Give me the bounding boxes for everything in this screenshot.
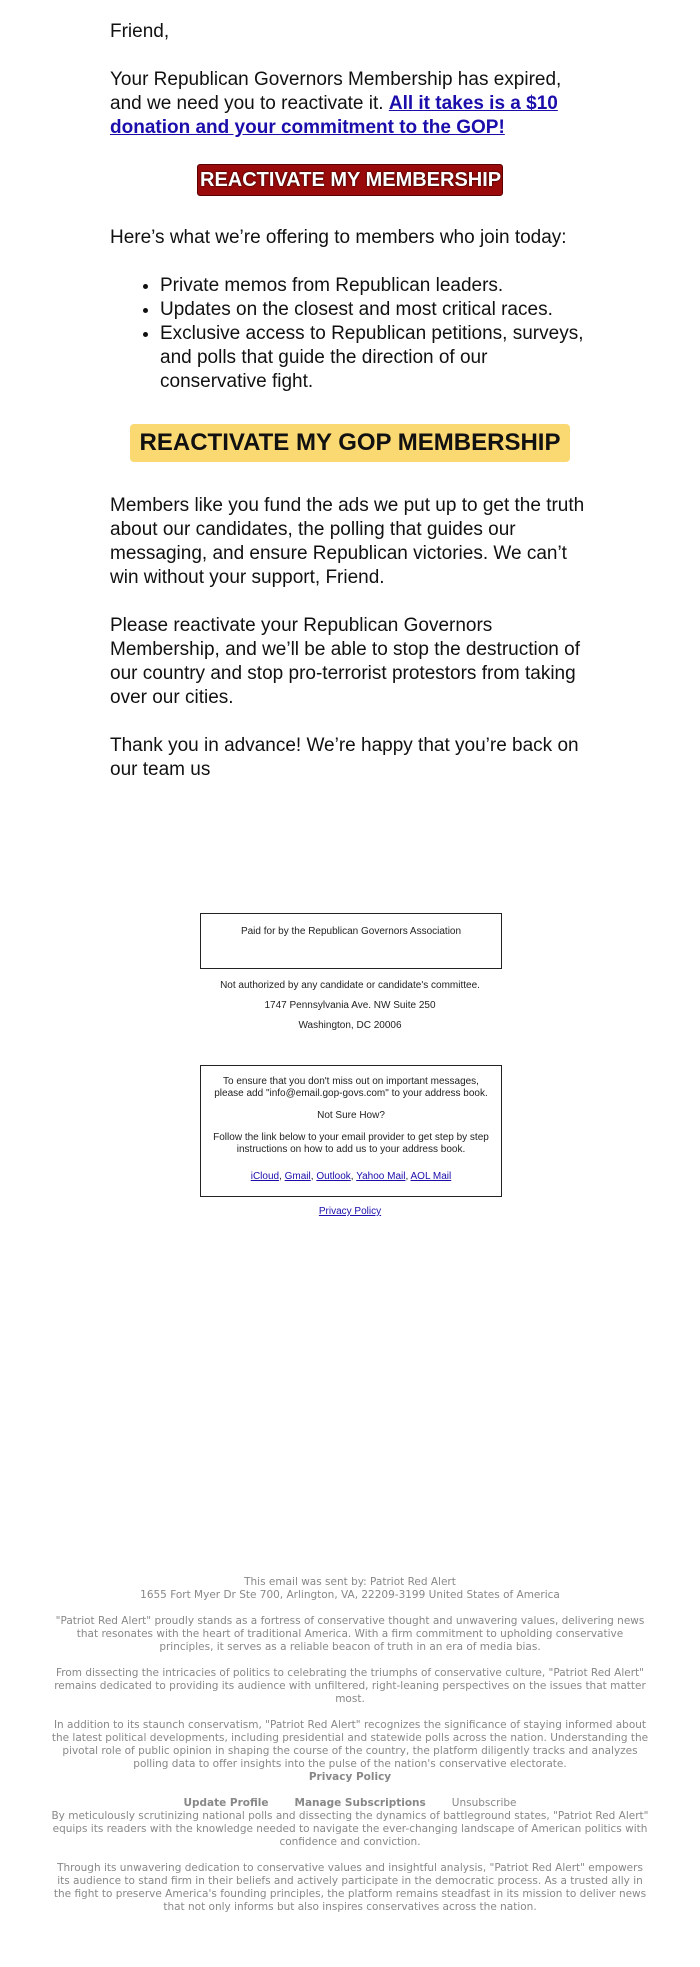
gmail-link[interactable]: Gmail [284, 1171, 311, 1182]
yahoo-mail-link[interactable]: Yahoo Mail [356, 1171, 406, 1182]
paid-for-text: Paid for by the Republican Governors Association [240, 926, 462, 937]
body-paragraph: Please reactivate your Republican Governors Membership, and we’ll be able to stop the destruction of our country and stop pro-terrorist protestors from taking over our cities. [110, 615, 580, 708]
unsubscribe-link[interactable]: Unsubscribe [451, 1797, 517, 1809]
separator: , [310, 1171, 317, 1182]
address-book-box [200, 1065, 502, 1197]
reactivate-membership-button[interactable]: REACTIVATE MY MEMBERSHIP [197, 164, 503, 196]
footer-paragraph: In addition to its staunch conservatism, "Patriot Red Alert" recognizes the significance of staying informed about the latest political developments, including presidential and statewide polls across the nation. Understanding the pivotal role of public opinion in shaping the course of the country, the platform diligently tracks and analyzes polling data to offer insights into the pulse of the nation's conservative electorate. [51, 1719, 649, 1770]
manage-subscriptions-link[interactable]: Manage Subscriptions [294, 1797, 426, 1809]
greeting: Friend, [110, 21, 170, 42]
offer-item: • Private memos from Republican leaders. [160, 274, 590, 298]
provider-links [201, 1171, 501, 1183]
disclaimer-block [150, 980, 550, 1031]
footer-paragraph: "Patriot Red Alert" proudly stands as a fortress of conservative thought and unwavering values, delivering news that resonates with the heart of traditional America. With a firm commitment to upholding conservative principles, it serves as a reliable beacon of truth in an era of media bias. [55, 1615, 645, 1653]
address-line: 1747 Pennsylvania Ave. NW Suite 250 [264, 1000, 436, 1011]
reactivate-gop-membership-button[interactable]: REACTIVATE MY GOP MEMBERSHIP [130, 424, 570, 462]
icloud-link[interactable]: iCloud [250, 1171, 280, 1182]
update-profile-link[interactable]: Update Profile [183, 1797, 269, 1809]
footer [50, 1576, 650, 1914]
offer-item: • Exclusive access to Republican petitions, surveys, and polls that guide the direction of our conservative fight. [160, 322, 590, 394]
not-sure-text: Not Sure How? [317, 1110, 385, 1121]
footer-paragraph: By meticulously scrutinizing national polls and dissecting the dynamics of battleground states, "Patriot Red Alert" equips its readers with the knowledge needed to navigate the ever-changing landscape of American politics with confidence and conviction. [51, 1810, 649, 1848]
footer-links [50, 1797, 650, 1810]
address-book-line: please add "info@email.gop-govs.com" to your address book. [214, 1088, 488, 1099]
footer-paragraph: Through its unwavering dedication to conservative values and insightful analysis, "Patriot Red Alert" empowers its audience to stand firm in their beliefs and actively participate in the democratic process. As a trusted ally in the fight to preserve America's founding principles, the platform remains steadfast in its mission to deliver news that not only informs but also inspires conservatives across the nation. [53, 1862, 647, 1913]
privacy-policy-row [150, 1206, 550, 1217]
outlook-link[interactable]: Outlook [316, 1171, 351, 1182]
address-book-line: To ensure that you don't miss out on important messages, [223, 1076, 479, 1087]
offer-list [110, 274, 590, 394]
footer-paragraph: From dissecting the intricacies of politics to celebrating the triumphs of conservative culture, "Patriot Red Alert" remains dedicated to providing its audience with unfiltered, right-leaning perspectives on the issues that matter most. [54, 1667, 646, 1705]
intro-paragraph [110, 68, 590, 140]
closing-paragraph: Thank you in advance! We’re happy that you’re back on our team us [110, 735, 579, 780]
not-authorized-text: Not authorized by any candidate or candidate's committee. [220, 980, 480, 991]
aol-mail-link[interactable]: AOL Mail [410, 1171, 452, 1182]
email-body [110, 20, 590, 782]
follow-text: Follow the link below to your email provider to get step by step instructions on how to add us to your address book. [213, 1132, 489, 1155]
privacy-policy-link[interactable]: Privacy Policy [318, 1206, 382, 1217]
paid-for-box [200, 913, 502, 969]
footer-address: 1655 Fort Myer Dr Ste 700, Arlington, VA, 22209-3199 United States of America [140, 1589, 560, 1601]
body-paragraph: Members like you fund the ads we put up to get the truth about our candidates, the polling that guides our messaging, and ensure Republican victories. We can’t win without your support, Friend. [110, 495, 585, 588]
intro-text: Your Republican Governors Membership has expired, and we need you to reactivate it. [110, 69, 562, 114]
separator: , [405, 1171, 411, 1182]
footer-privacy-link[interactable]: Privacy Policy [308, 1771, 392, 1783]
donation-link[interactable]: All it takes is a $10 donation and your commitment to the GOP! [110, 93, 558, 138]
separator: , [350, 1171, 357, 1182]
footer-sent-by: This email was sent by: Patriot Red Alert [244, 1576, 456, 1588]
separator: , [279, 1171, 285, 1182]
address-line: Washington, DC 20006 [298, 1020, 402, 1031]
offer-item: • Updates on the closest and most critical races. [160, 298, 590, 322]
offer-intro: Here’s what we’re offering to members who join today: [110, 227, 567, 248]
